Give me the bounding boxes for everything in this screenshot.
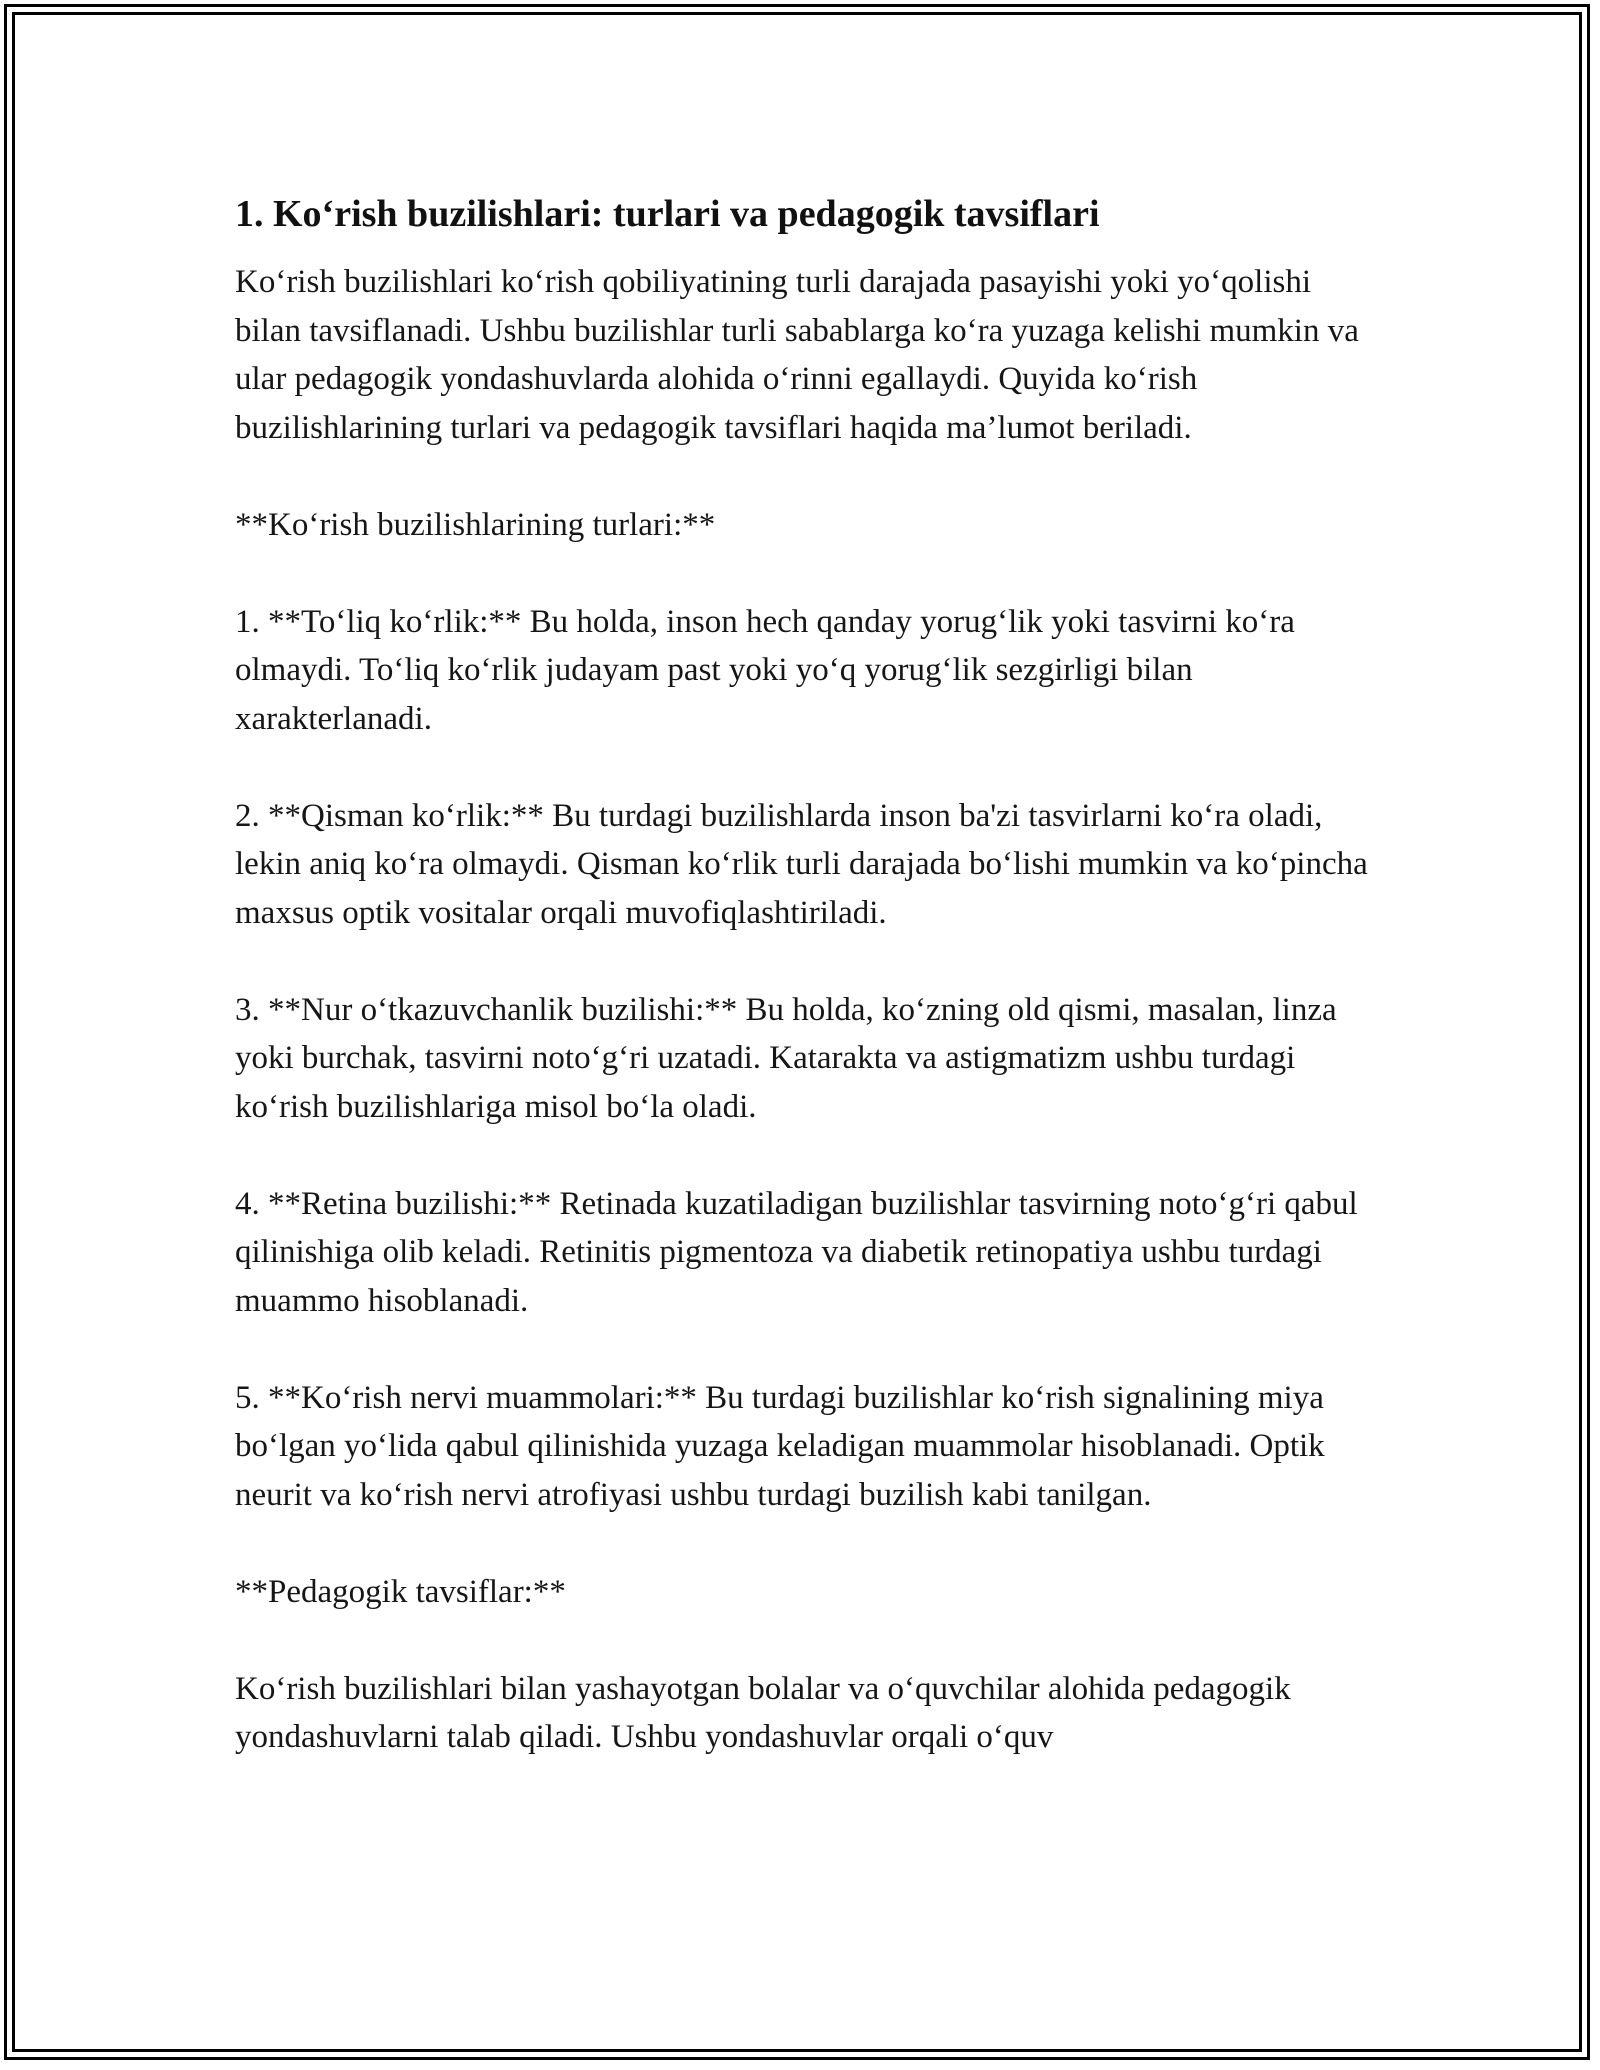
list-item-optic-nerve: 5. **Ko‘rish nervi muammolari:** Bu turdagi buzilishlar ko‘rish signalining miya bo‘lgan yo‘lida qabul qilinishida yuzaga keladigan muammolar hisoblanadi. Optik neurit va ko‘rish nervi atrofiyasi ushbu turdagi buzilish kabi tanilgan.: [235, 1379, 1325, 1513]
section-heading: 1. Ko‘rish buzilishlari: turlari va pedagogik tavsiflari: [235, 193, 1100, 235]
list-item-light-transmission: 3. **Nur o‘tkazuvchanlik buzilishi:** Bu holda, ko‘zning old qismi, masalan, linza yoki burchak, tasvirni noto‘g‘ri uzatadi. Katarakta va astigmatizm ushbu turdagi ko‘rish buzilishlariga misol bo‘la oladi.: [235, 991, 1337, 1125]
types-subheading: **Ko‘rish buzilishlarining turlari:**: [235, 506, 716, 543]
list-item-total-blindness: 1. **To‘liq ko‘rlik:** Bu holda, inson hech qanday yorug‘lik yoki tasvirni ko‘ra olmaydi. To‘liq ko‘rlik judayam past yoki yo‘q yorug‘lik sezgirligi bilan xarakterlanadi.: [235, 603, 1295, 737]
intro-paragraph: Ko‘rish buzilishlari ko‘rish qobiliyatining turli darajada pasayishi yoki yo‘qolishi bilan tavsiflanadi. Ushbu buzilishlar turli sabablarga ko‘ra yuzaga kelishi mumkin va ular pedagogik yondashuvlarda alohida o‘rinni egallaydi. Quyida ko‘rish buzilishlarining turlari va pedagogik tavsiflari haqida ma’lumot beriladi.: [235, 264, 1359, 446]
pedagogy-paragraph: Ko‘rish buzilishlari bilan yashayotgan bolalar va o‘quvchilar alohida pedagogik yondashuvlarni talab qiladi. Ushbu yondashuvlar orqali o‘quv: [235, 1670, 1291, 1755]
list-item-retina: 4. **Retina buzilishi:** Retinada kuzatiladigan buzilishlar tasvirning noto‘g‘ri qabul qilinishiga olib keladi. Retinitis pigmentoza va diabetik retinopatiya ushbu turdagi muammo hisoblanadi.: [235, 1185, 1358, 1319]
list-item-partial-blindness: 2. **Qisman ko‘rlik:** Bu turdagi buzilishlarda inson ba'zi tasvirlarni ko‘ra oladi, lekin aniq ko‘ra olmaydi. Qisman ko‘rlik turli darajada bo‘lishi mumkin va ko‘pincha maxsus optik vositalar orqali muvofiqlashtiriladi.: [235, 797, 1368, 931]
pedagogy-subheading: **Pedagogik tavsiflar:**: [235, 1573, 566, 1610]
document-body: [235, 190, 1385, 1762]
